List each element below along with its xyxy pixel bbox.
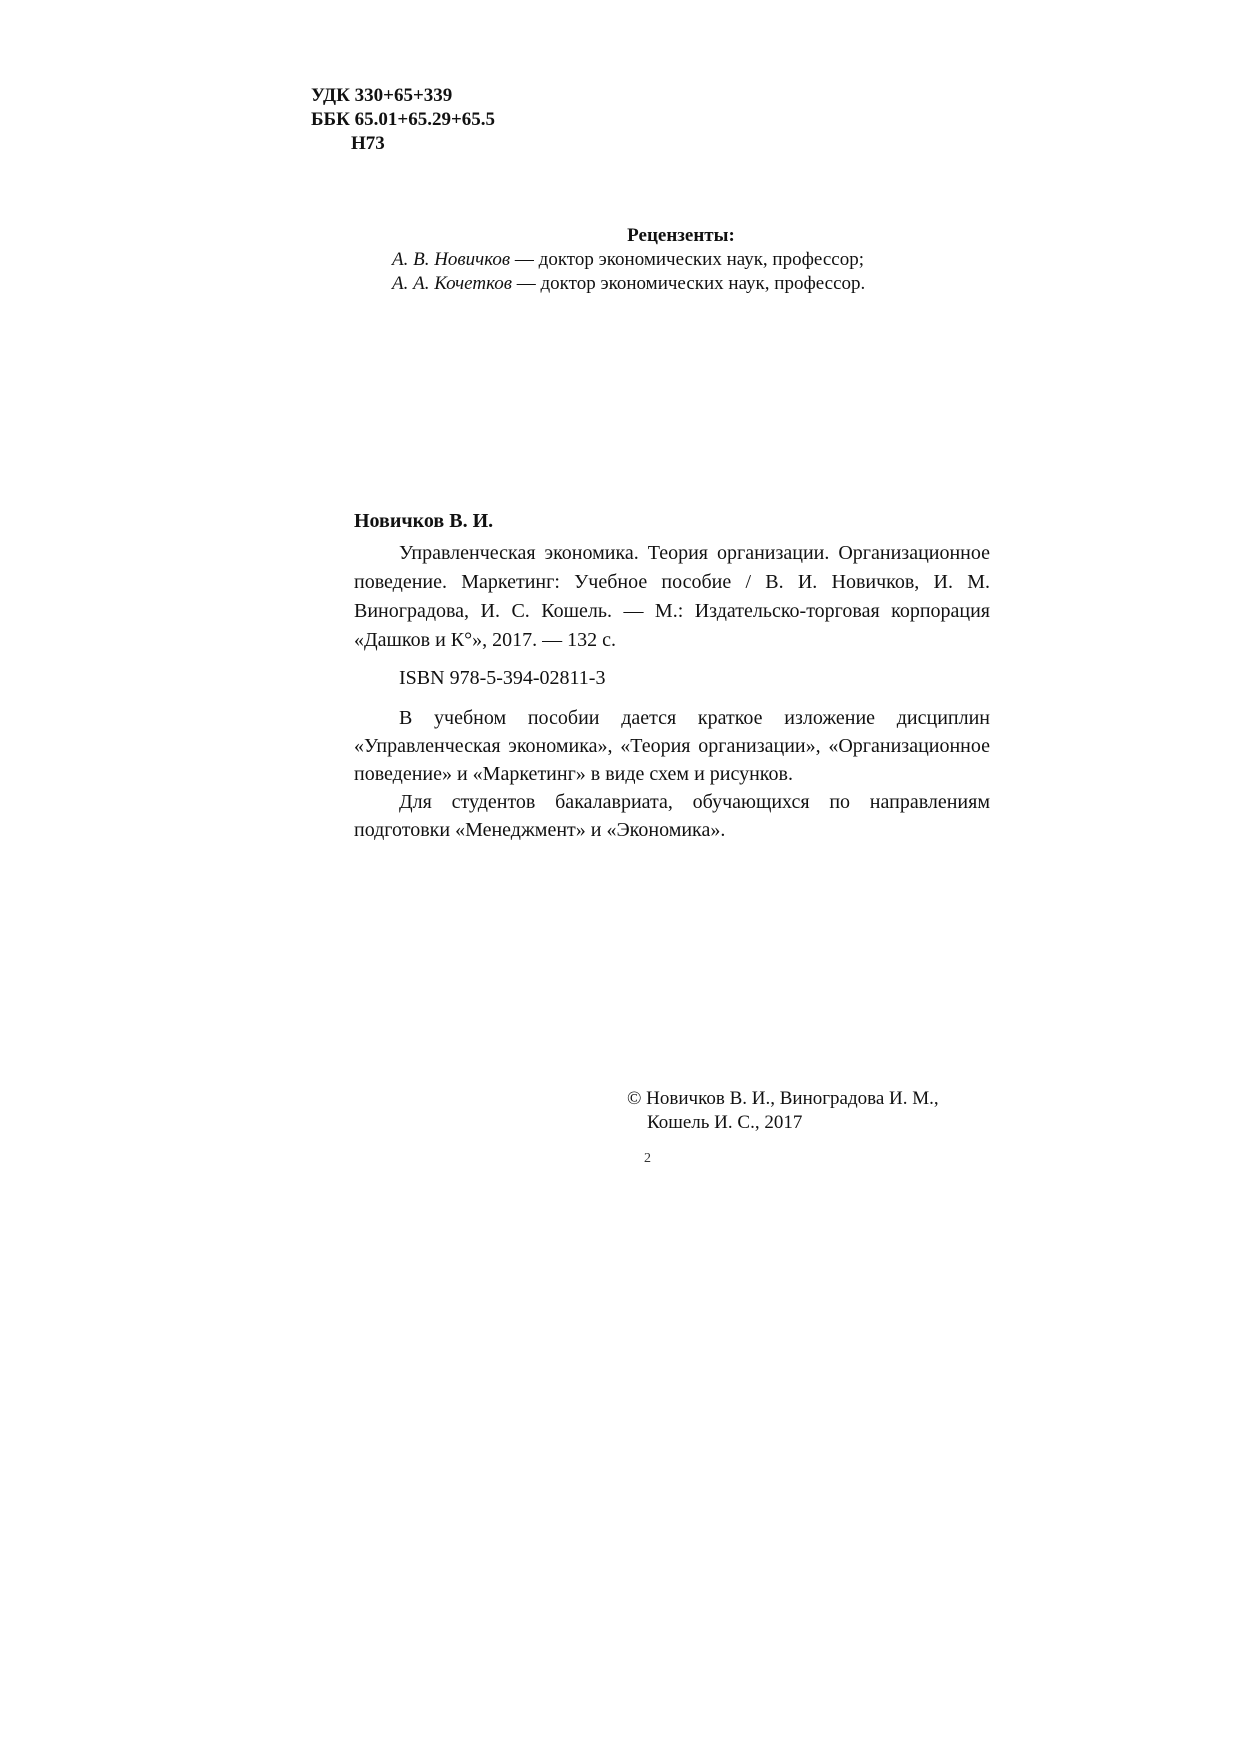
- reviewer-name: А. А. Кочетков: [392, 273, 512, 294]
- author-sign: Н73: [351, 133, 385, 154]
- reviewer-item: [392, 248, 928, 272]
- reviewers-block: [392, 224, 928, 296]
- copyright-line: © Новичков В. И., Виноградова И. М.,: [627, 1088, 939, 1109]
- bibliographic-description: Управленческая экономика. Теория организации. Организационное поведение. Маркетинг: Учебное пособие / В. И. Новичков, И. М. Виноградова, И. С. Кошель. — М.: Издательско-торговая корпорация «Дашков и К°», 2017. — 132 с.: [354, 542, 990, 651]
- author-heading: Новичков В. И.: [354, 510, 494, 532]
- isbn: ISBN 978-5-394-02811-3: [399, 667, 606, 689]
- udk-code: УДК 330+65+339: [311, 85, 453, 106]
- copyright-line: Кошель И. С., 2017: [647, 1112, 803, 1133]
- copyright-notice: [627, 1087, 939, 1135]
- annotation-paragraph: В учебном пособии дается краткое изложение дисциплин «Управленческая экономика», «Теория организации», «Организационное поведение» и «Маркетинг» в виде схем и рисунков.: [354, 707, 990, 785]
- annotation: [354, 704, 990, 844]
- reviewer-desc: — доктор экономических наук, профессор.: [512, 273, 866, 294]
- bbk-code: ББК 65.01+65.29+65.5: [311, 109, 496, 130]
- bibliographic-record: [354, 507, 990, 844]
- reviewer-item: [392, 272, 928, 296]
- reviewers-title: Рецензенты:: [627, 225, 735, 246]
- reviewer-desc: — доктор экономических наук, профессор;: [510, 249, 864, 270]
- reviewer-name: А. В. Новичков: [392, 249, 511, 270]
- annotation-paragraph: Для студентов бакалавриата, обучающихся по направлениям подготовки «Менеджмент» и «Экономика».: [354, 791, 990, 841]
- classification-codes: [311, 84, 495, 156]
- page-number: 2: [644, 1151, 651, 1166]
